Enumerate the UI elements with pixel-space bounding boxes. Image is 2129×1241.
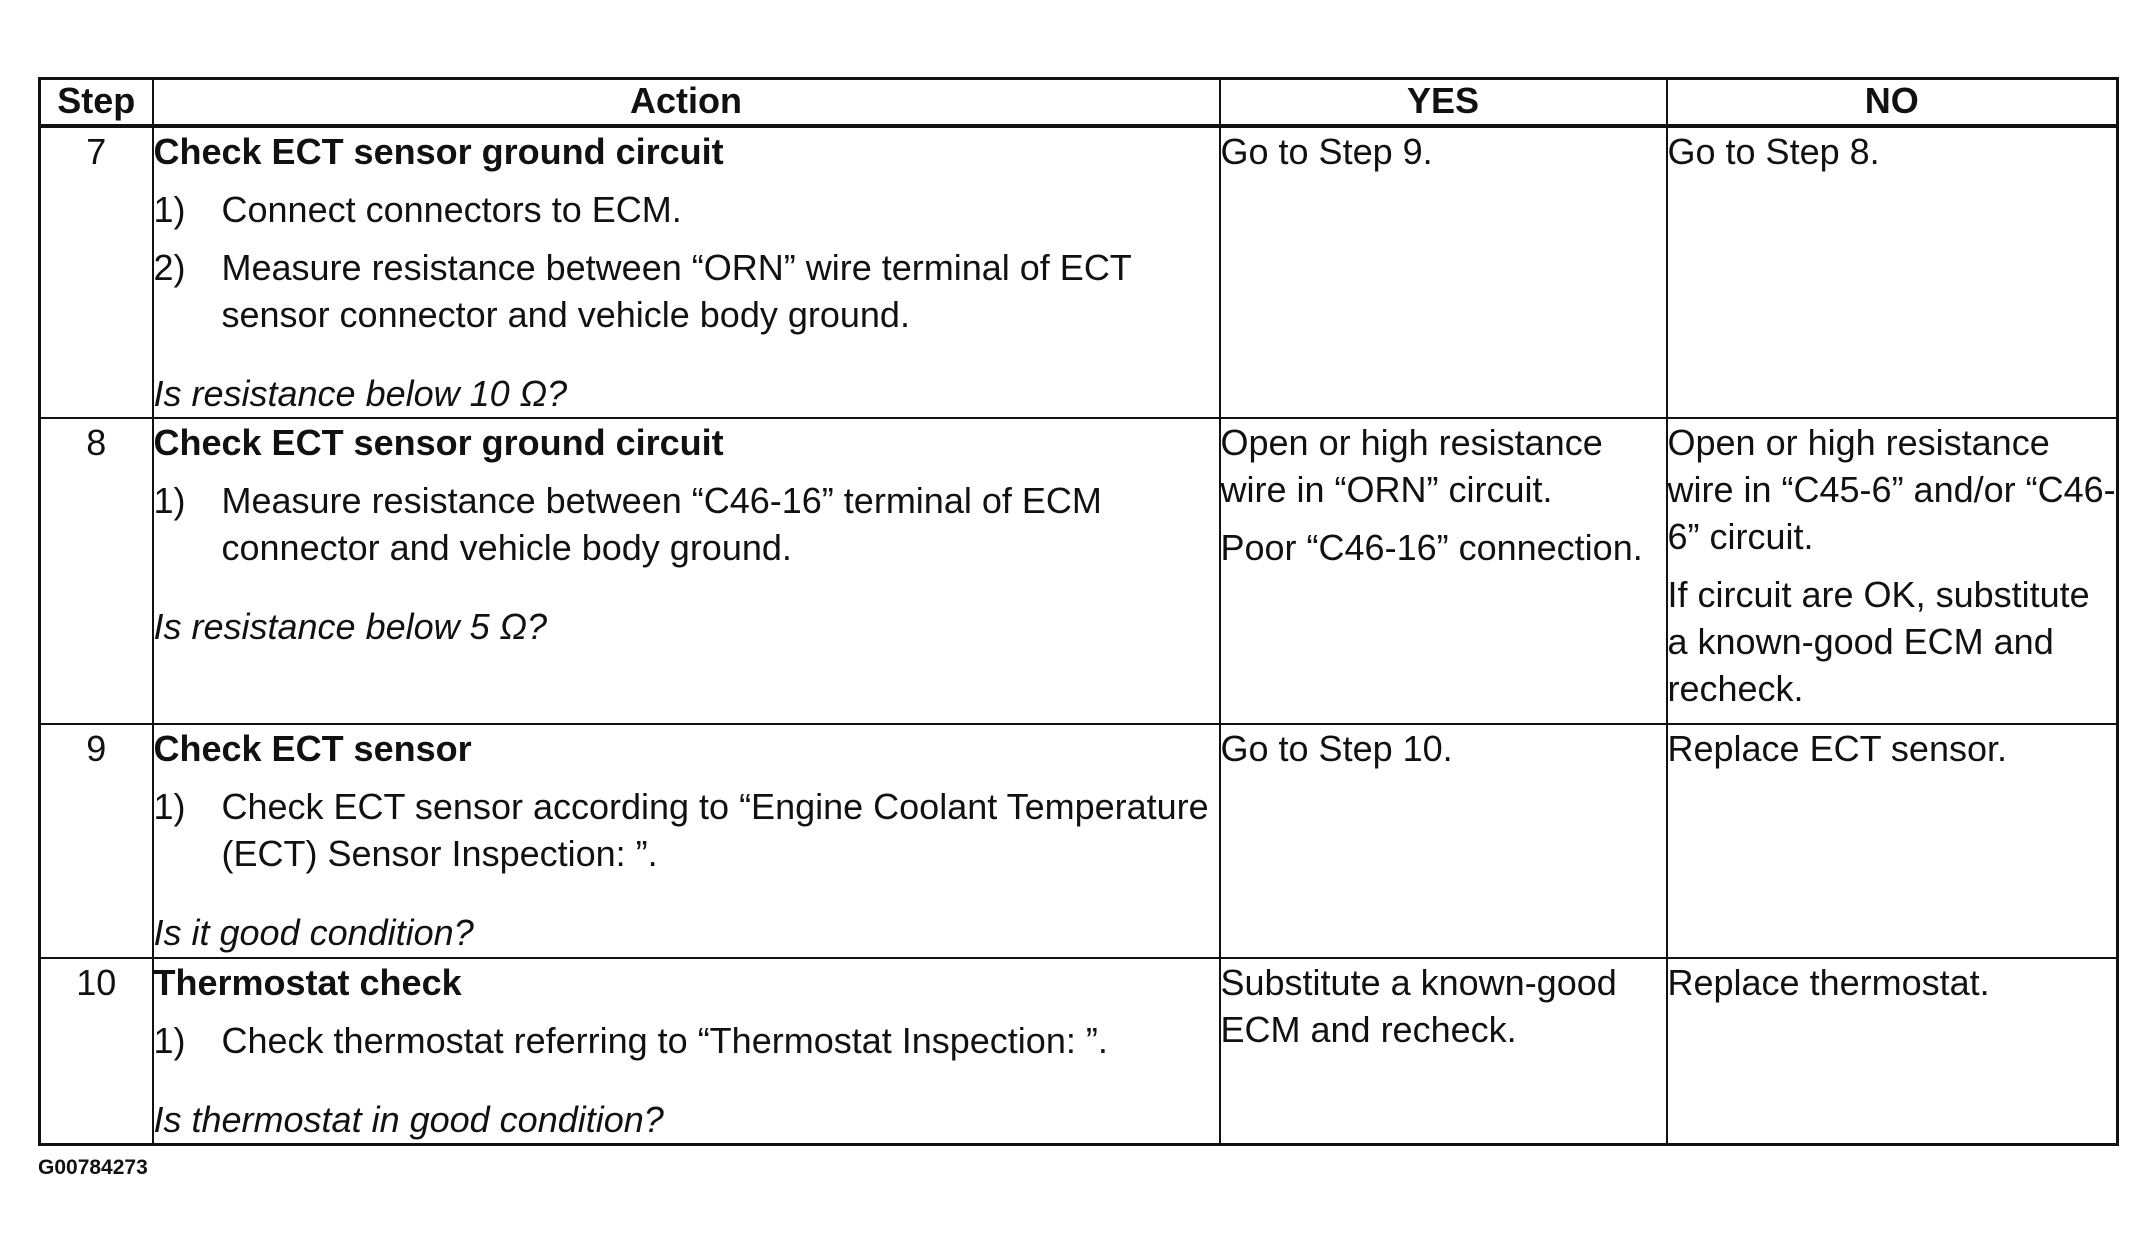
- action-item-text: Check thermostat referring to “Thermostat Inspection: ”.: [221, 1020, 1108, 1061]
- action-item-number: 1): [153, 786, 186, 827]
- action-item-number: 1): [153, 189, 186, 230]
- no-cell: [1667, 418, 2118, 724]
- no-cell: [1667, 126, 2118, 418]
- action-item-text: Measure resistance between “C46-16” terminal of ECM connector and vehicle body ground.: [221, 480, 1102, 568]
- action-item: [154, 244, 1219, 338]
- header-step: Step: [40, 79, 153, 127]
- table-row: [40, 958, 2118, 1145]
- no-text: Open or high resistance wire in “C45-6” and/or “C46-6” circuit.: [1667, 422, 2116, 557]
- action-question: Is it good condition?: [153, 912, 474, 953]
- yes-text: Substitute a known-good ECM and recheck.: [1220, 962, 1617, 1050]
- action-cell: [153, 418, 1220, 724]
- action-title: Check ECT sensor ground circuit: [153, 131, 724, 172]
- no-text: If circuit are OK, substitute a known-good ECM and recheck.: [1667, 574, 2090, 709]
- action-item: [154, 477, 1219, 571]
- no-cell: [1667, 724, 2118, 958]
- step-number: 9: [40, 724, 153, 958]
- table-row: [40, 418, 2118, 724]
- action-cell: [153, 126, 1220, 418]
- step-number: 10: [40, 958, 153, 1145]
- yes-text: Open or high resistance wire in “ORN” circuit.: [1220, 422, 1603, 510]
- action-question: Is thermostat in good condition?: [153, 1099, 664, 1140]
- figure-id: G00784273: [38, 1156, 148, 1179]
- action-item-number: 1): [153, 1020, 186, 1061]
- action-item-text: Measure resistance between “ORN” wire terminal of ECT sensor connector and vehicle body ground.: [221, 247, 1132, 335]
- action-question: Is resistance below 5 Ω?: [153, 606, 548, 647]
- action-cell: [153, 724, 1220, 958]
- yes-cell: [1220, 724, 1667, 958]
- action-item-number: 2): [153, 247, 186, 288]
- yes-cell: [1220, 958, 1667, 1145]
- no-text: Replace thermostat.: [1667, 962, 1990, 1003]
- table-header-row: [40, 79, 2118, 127]
- diagnostic-table: [38, 77, 2119, 1146]
- action-item-text: Check ECT sensor according to “Engine Coolant Temperature (ECT) Sensor Inspection: ”.: [221, 786, 1209, 874]
- step-number: 7: [40, 126, 153, 418]
- yes-cell: [1220, 418, 1667, 724]
- action-title: Thermostat check: [153, 962, 462, 1003]
- yes-cell: [1220, 126, 1667, 418]
- table-row: [40, 126, 2118, 418]
- table-row: [40, 724, 2118, 958]
- header-no: NO: [1667, 79, 2118, 127]
- action-cell: [153, 958, 1220, 1145]
- header-yes: YES: [1220, 79, 1667, 127]
- action-question: Is resistance below 10 Ω?: [153, 373, 568, 414]
- no-cell: [1667, 958, 2118, 1145]
- yes-text: Poor “C46-16” connection.: [1220, 527, 1643, 568]
- no-text: Replace ECT sensor.: [1667, 728, 2008, 769]
- action-title: Check ECT sensor: [153, 728, 472, 769]
- action-item-number: 1): [153, 480, 186, 521]
- yes-text: Go to Step 9.: [1220, 131, 1433, 172]
- action-item: [154, 1017, 1219, 1064]
- header-action: Action: [153, 79, 1220, 127]
- no-text: Go to Step 8.: [1667, 131, 1880, 172]
- step-number: 8: [40, 418, 153, 724]
- action-item: [154, 783, 1219, 877]
- action-title: Check ECT sensor ground circuit: [153, 422, 724, 463]
- yes-text: Go to Step 10.: [1220, 728, 1453, 769]
- action-item-text: Connect connectors to ECM.: [221, 189, 682, 230]
- action-item: [154, 186, 1219, 233]
